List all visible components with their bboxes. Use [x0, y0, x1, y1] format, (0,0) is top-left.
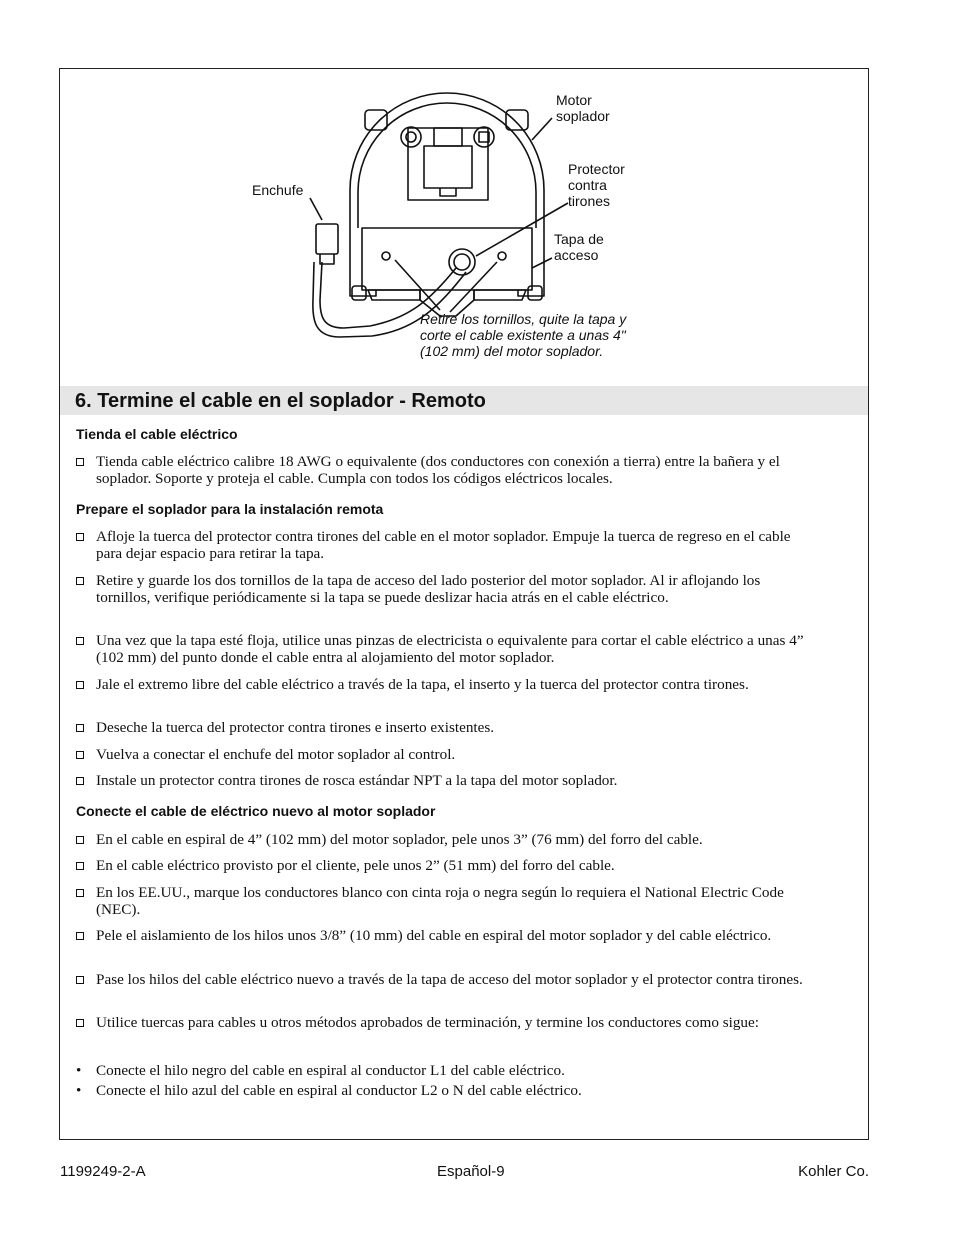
list-item: Pele el aislamiento de los hilos unos 3/8” (10 mm) del cable en espiral del motor soplador y del cable eléctrico.	[76, 927, 806, 944]
list-item: Instale un protector contra tirones de rosca estándar NPT a la tapa del motor soplador.	[76, 772, 806, 789]
list-item: Utilice tuercas para cables u otros métodos aprobados de terminación, y termine los conductores como sigue:	[76, 1014, 806, 1031]
checkbox-bullet	[76, 724, 84, 732]
checkbox-bullet	[76, 862, 84, 870]
leader-motor	[532, 118, 552, 140]
figure-caption: Retire los tornillos, quite la tapa y corte el cable existente a unas 4" (102 mm) del motor soplador.	[420, 311, 627, 359]
checkbox-bullet	[76, 751, 84, 759]
checkbox-bullet	[76, 577, 84, 585]
subheading-connect-cable: Conecte el cable de eléctrico nuevo al motor soplador	[76, 803, 436, 819]
label-motor-blower: Motor soplador	[556, 92, 610, 124]
leader-plug	[310, 198, 322, 220]
motor-housing	[350, 93, 544, 228]
checkbox-bullet	[76, 1019, 84, 1027]
checkbox-bullet	[76, 836, 84, 844]
label-plug: Enchufe	[252, 182, 304, 198]
list-item: Pase los hilos del cable eléctrico nuevo a través de la tapa de acceso del motor soplador y el protector contra tirones.	[76, 971, 806, 988]
checkbox-bullet	[76, 889, 84, 897]
leader-caption-left	[395, 260, 440, 310]
checkbox-bullet	[76, 533, 84, 541]
list-item: Una vez que la tapa esté floja, utilice unas pinzas de electricista o equivalente para cortar el cable eléctrico a unas 4” (102 mm) del punto donde el cable entra al alojamiento del motor soplador.	[76, 632, 806, 666]
section-title: 6. Termine el cable en el soplador - Remoto	[75, 390, 486, 412]
bullet-dot: •	[76, 1082, 82, 1099]
list-item: Retire y guarde los dos tornillos de la tapa de acceso del lado posterior del motor soplador. Al ir aflojando los tornillos, verifique periódicamente si la tapa se puede deslizar hacia atrás en el cable eléctrico.	[76, 572, 806, 606]
subheading-prepare-blower: Prepare el soplador para la instalación remota	[76, 501, 384, 517]
checkbox-bullet	[76, 637, 84, 645]
bullet-item: • Conecte el hilo azul del cable en espiral al conductor L2 o N del cable eléctrico.	[76, 1082, 582, 1099]
list-item: Vuelva a conectar el enchufe del motor soplador al control.	[76, 746, 806, 763]
list-item: Tienda cable eléctrico calibre 18 AWG o equivalente (dos conductores con conexión a tierra) entre la bañera y el soplador. Soporte y proteja el cable. Cumpla con todos los códigos eléctricos locales.	[76, 453, 806, 487]
footer-company: Kohler Co.	[798, 1163, 869, 1180]
plug	[316, 224, 338, 254]
mount-ear-left	[365, 110, 387, 130]
footer-page-number: Español-9	[437, 1163, 505, 1180]
list-item: Afloje la tuerca del protector contra tirones del cable en el motor soplador. Empuje la tuerca de regreso en el cable para dejar espacio para retirar la tapa.	[76, 528, 806, 562]
list-item: En los EE.UU., marque los conductores blanco con cinta roja o negra según lo requiera el National Electric Code (NEC).	[76, 884, 806, 918]
bullet-item: • Conecte el hilo negro del cable en espiral al conductor L1 del cable eléctrico.	[76, 1062, 565, 1079]
motor-block	[408, 128, 488, 200]
list-item: Jale el extremo libre del cable eléctrico a través de la tapa, el inserto y la tuerca del protector contra tirones.	[76, 676, 806, 693]
checkbox-bullet	[76, 681, 84, 689]
subheading-route-cable: Tienda el cable eléctrico	[76, 426, 238, 442]
list-item: Deseche la tuerca del protector contra tirones e inserto existentes.	[76, 719, 806, 736]
leader-cover	[532, 258, 552, 268]
bullet-dot: •	[76, 1062, 82, 1079]
mount-ear-right	[506, 110, 528, 130]
bolt-left	[401, 127, 421, 147]
checkbox-bullet	[76, 932, 84, 940]
checkbox-bullet	[76, 458, 84, 466]
label-strain-relief: Protector contra tirones	[568, 161, 625, 209]
bolt-right	[474, 127, 494, 147]
checkbox-bullet	[76, 976, 84, 984]
list-item: En el cable en espiral de 4” (102 mm) del motor soplador, pele unos 3” (76 mm) del forro del cable.	[76, 831, 806, 848]
checkbox-bullet	[76, 777, 84, 785]
footer-doc-number: 1199249-2-A	[60, 1163, 146, 1180]
label-access-cover: Tapa de acceso	[554, 231, 604, 263]
list-item: En el cable eléctrico provisto por el cliente, pele unos 2” (51 mm) del forro del cable.	[76, 857, 806, 874]
